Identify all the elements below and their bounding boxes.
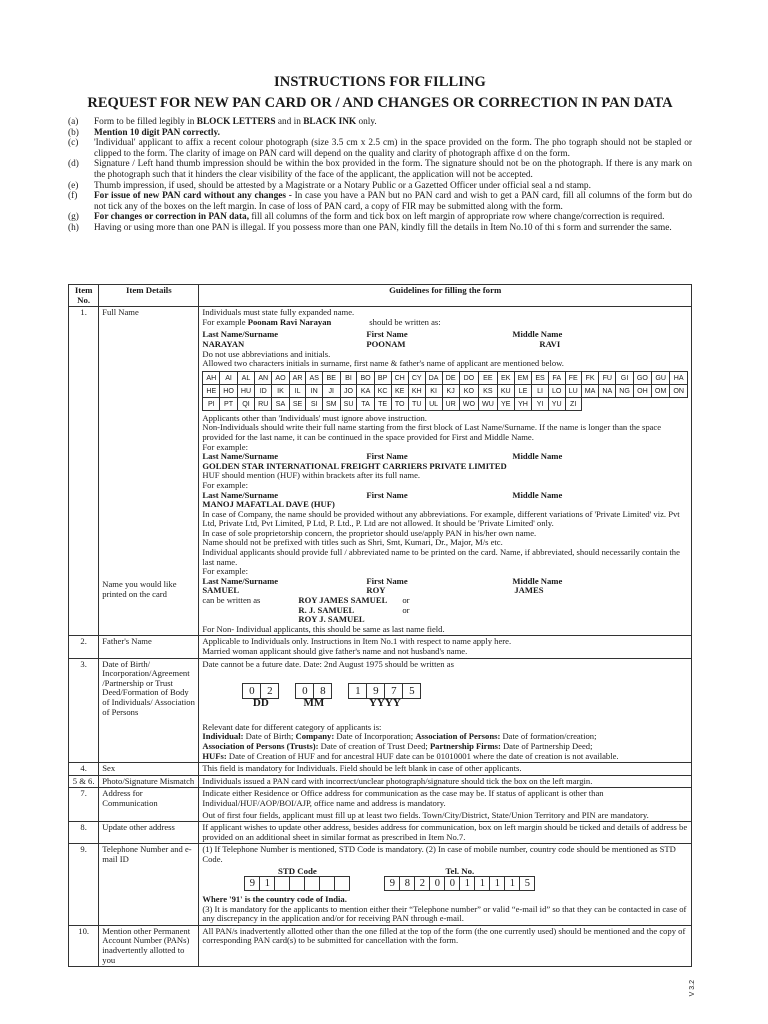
table-row: 4. Sex This field is mandatory for Individuals. Field should be left blank in case of other applicants. [69, 763, 692, 776]
initial-cell: HO [220, 384, 238, 397]
initial-cell: SU [340, 397, 357, 410]
initial-cell: MA [581, 384, 599, 397]
initial-cell: YE [497, 397, 514, 410]
initial-cell: AO [272, 371, 289, 384]
instruction-item: (e) Thumb impression, if used, should be attested by a Magistrate or a Notary Public or a Gazetted Officer under official seal a nd stamp. [68, 180, 591, 191]
item-detail-printed-name: Name you would like printed on the card [102, 579, 177, 599]
tel-no-boxes: 9 8 2 0 0 1 1 1 1 5 [384, 876, 535, 891]
initial-cell: WU [479, 397, 498, 410]
initial-cell: RU [255, 397, 272, 410]
instruction-item: (d) Signature / Left hand thumb impression should be within the box provided in the form. The signature should not be on the photograph. If there is any mark on the photograph such that it hinders the clear visibility of the face of the applicant, the application will not be accepted. [68, 159, 692, 180]
initial-cell: ES [532, 371, 548, 384]
initial-cell: PI [203, 397, 220, 410]
initial-cell: KJ [442, 384, 459, 397]
initial-cell: AR [289, 371, 306, 384]
initial-cell: FE [565, 371, 581, 384]
page-subtitle: REQUEST FOR NEW PAN CARD OR / AND CHANGES OR CORRECTION IN PAN DATA [87, 95, 673, 111]
table-row: 1. Full Name Name you would like printed on the card Individuals must state fully expanded name. For example Poonam Ravi Narayan should be written as: Last Name/Surname First Name Middle Name NARAYAN POONAM RAVI Do not use abbreviations and initials. Allowed two characters initials in surname, first name & father's name of applicant are mentioned below. AH AI AL AN AO AR AS BE BI BO BP CH CY DA DE DO EE EK EM ES FA FE FK FU GI GO GU HA HE HO HU ID IK IL IN JI JO KA KC KE KH KI KJ KO KS KU LE LI LO LU MA NA NG OH OM ON PI PT QI RU SA SE SI SM SU TA TE TO TU UL UR WO WU YE YH YI YU ZI Applicants other than 'Individuals' must ignore above instruction. Non-Individuals should write their full name starting from the first block of Last Name/Surname. If the name is longer than the space provided for the last name, it can be continued in the space provided for First and Middle Name. For example: Last Name/Surname First Name Middle Name GOLDEN STAR INTERNATIONAL FREIGHT CARRIERS PRIVATE LIMITED HUF should mention (HUF) within brackets after its full name. For example: Last Name/Surname First Name Middle Name MANOJ MAFATLAL DAVE (HUF) In case of Company, the name should be provided without any abbreviations. For example, different variations of 'Private Limited' viz. Pvt Ltd, Private Ltd, Pvt Limited, P Ltd, P. Ltd., P. Ltd are not allowed. It should be 'Private Limited' only. In case of sole proprietorship concern, the proprietor should use/apply PAN in his/her own name. Name should not be prefixed with titles such as Shri, Smt, Kumari, Dr., Major, M/s etc. Individual applicants should provide full / abbreviated name to be printed on the card. Name, if abbreviated, should necessarily contain the last name. For example: Last Name/Surname First Name Middle Name SAMUEL ROY JAMES can be written as ROY JAMES SAMUEL or R. J. SAMUEL or ROY J. SAMUEL For Non- Individual applicants, this should be same as last name field. [69, 307, 692, 636]
initial-cell: OM [651, 384, 669, 397]
initial-cell: IK [272, 384, 289, 397]
initial-cell: SM [322, 397, 340, 410]
initial-cell: YI [532, 397, 548, 410]
initial-cell: LU [565, 384, 581, 397]
initial-cell: BE [322, 371, 340, 384]
initial-cell: LO [548, 384, 565, 397]
initial-cell: KI [425, 384, 442, 397]
initial-cell: JI [322, 384, 340, 397]
initial-cell: KH [408, 384, 425, 397]
guidelines-cell: Individuals must state fully expanded name. For example Poonam Ravi Narayan should be written as: Last Name/Surname First Name Middle Name NARAYAN POONAM RAVI Do not use abbreviations and initials. Allowed two characters initials in surname, first name & father's name of applicant are mentioned below. AH AI AL AN AO AR AS BE BI BO BP CH CY DA DE DO EE EK EM ES FA FE FK FU GI GO GU HA HE HO HU ID IK IL IN JI JO KA KC KE KH KI KJ KO KS KU LE LI LO LU MA NA NG OH OM ON PI PT QI RU SA SE SI SM SU TA TE TO TU UL UR WO WU YE YH YI YU ZI Applicants other than 'Individuals' must ignore above instruction. Non-Individuals should write their full name starting from the first block of Last Name/Surname. If the name is longer than the space provided for the last name, it can be continued in the space provided for First and Middle Name. For example: Last Name/Surname First Name Middle Name GOLDEN STAR INTERNATIONAL FREIGHT CARRIERS PRIVATE LIMITED HUF should mention (HUF) within brackets after its full name. For example: Last Name/Surname First Name Middle Name MANOJ MAFATLAL DAVE (HUF) In case of Company, the name should be provided without any abbreviations. For example, different variations of 'Private Limited' viz. Pvt Ltd, Private Ltd, Pvt Limited, P Ltd, P. Ltd., P. Ltd are not allowed. It should be 'Private Limited' only. In case of sole proprietorship concern, the proprietor should use/apply PAN in his/her own name. Name should not be prefixed with titles such as Shri, Smt, Kumari, Dr., Major, M/s etc. Individual applicants should provide full / abbreviated name to be printed on the card. Name, if abbreviated, should necessarily contain the last name. For example: Last Name/Surname First Name Middle Name SAMUEL ROY JAMES can be written as ROY JAMES SAMUEL or R. J. SAMUEL or ROY J. SAMUEL For Non- Individual applicants, this should be same as last name field. [199, 307, 692, 636]
initial-cell: KU [497, 384, 514, 397]
initial-cell: BP [374, 371, 391, 384]
initial-cell: KO [459, 384, 478, 397]
initial-cell: GI [616, 371, 634, 384]
initial-cell: FK [581, 371, 599, 384]
page-title: INSTRUCTIONS FOR FILLING [274, 74, 486, 90]
table-row: 2. Father's Name Applicable to Individuals only. Instructions in Item No.1 with respect to name apply here. Married woman applicant should give father's name and not husband's name. [69, 636, 692, 658]
version-label: V 3.2 [689, 980, 696, 997]
instruction-item: (a) Form to be filled legibly in BLOCK LETTERS and in BLACK INK only. [68, 117, 377, 127]
initial-cell: QI [237, 397, 254, 410]
initial-cell: HU [237, 384, 254, 397]
initial-cell: GU [651, 371, 669, 384]
initial-cell: UL [425, 397, 442, 410]
initial-cell: JO [340, 384, 357, 397]
table-row: 3. Date of Birth/ Incorporation/Agreement /Partnership or Trust Deed/Formation of Body of Individuals/ Association of Persons Date cannot be a future date. Date: 2nd August 1975 should be written as 0 2 DD 0 8 MM 1 9 7 5 YYYY Relevant date for different category of applicants is: Individual: Date of Birth; Company: Date of Incorporation; Association of Persons: Date of formation/creation; Association of Persons (Trusts): Date of creation of Trust Deed; Partnership Firms: Date of Partnership Deed; HUFs: Date of Creation of HUF and for ancestral HUF date can be 01010001 where the date of creation is not available. [69, 658, 692, 763]
day-boxes: 0 2 [242, 683, 279, 699]
table-row: 8. Update other address If applicant wishes to update other address, besides address for communication, box on left margin should be ticked and details of address be provided on an additional sheet in similar format as prescribed in Item No.7. [69, 822, 692, 844]
initial-cell: TO [391, 397, 408, 410]
initial-cell: PT [220, 397, 238, 410]
initial-cell: LE [514, 384, 532, 397]
initial-cell: DE [442, 371, 459, 384]
initial-cell: TU [408, 397, 425, 410]
initial-cell: AL [237, 371, 254, 384]
initial-cell: NA [599, 384, 616, 397]
initial-cell: KC [374, 384, 391, 397]
initial-cell: ID [255, 384, 272, 397]
initial-cell: YU [548, 397, 565, 410]
guidelines-table [68, 284, 692, 967]
initial-cell: KE [391, 384, 408, 397]
date-example: 0 2 DD 0 8 MM 1 9 7 5 YYYY [242, 683, 688, 709]
initial-cell: OH [633, 384, 651, 397]
phone-example: STD Code 9 1 Tel. No. 9 8 2 0 0 1 1 1 1 5 [244, 867, 688, 892]
initial-cell: FU [599, 371, 616, 384]
initial-cell: SA [272, 397, 289, 410]
initial-cell: CH [391, 371, 408, 384]
initial-cell: KS [479, 384, 498, 397]
instruction-item: (g) For changes or correction in PAN data, fill all columns of the form and tick box on left margin of appropriate row where change/correction is required. [68, 212, 665, 223]
instruction-item: (h) Having or using more than one PAN is illegal. If you possess more than one PAN, kindly fill the details in Item No.10 of thi s form and surrender the same. [68, 222, 672, 233]
initial-cell: TE [374, 397, 391, 410]
initial-cell: LI [532, 384, 548, 397]
initial-cell: ZI [565, 397, 581, 410]
table-row: 5 & 6. Photo/Signature Mismatch Individuals issued a PAN card with incorrect/unclear photograph/signature should tick the box on the left margin. [69, 775, 692, 788]
table-row: 10. Mention other Permanent Account Number (PANs) inadvertently allotted to you All PAN/s inadvertently allotted other than the one filled at the top of the form (the one currently used) should be mentioned and the copy of corresponding PAN card(s) to be submitted for cancellation with the form. [69, 925, 692, 966]
instruction-item: (c) 'Individual' applicant to affix a recent colour photograph (size 3.5 cm x 2.5 cm) in the space provided on the form. The pho tograph should not be stapled or clipped to the form. The clarity of image on PAN card will depend on the quality and clarity of photograph affixe d on the form. [68, 138, 692, 159]
initial-cell: FA [548, 371, 565, 384]
initial-cell: EK [497, 371, 514, 384]
initial-cell: CY [408, 371, 425, 384]
initial-cell: IN [306, 384, 322, 397]
initial-cell: HE [203, 384, 220, 397]
initial-cell: BI [340, 371, 357, 384]
initial-cell: HA [670, 371, 688, 384]
initial-cell: IL [289, 384, 306, 397]
initial-cell: KA [357, 384, 374, 397]
month-boxes: 0 8 [295, 683, 332, 699]
header-item-no: Item No. [69, 285, 99, 307]
initial-cell: BO [357, 371, 374, 384]
initial-cell: SE [289, 397, 306, 410]
initial-cell: AN [255, 371, 272, 384]
header-item-details: Item Details [99, 285, 199, 307]
initial-cell: GO [633, 371, 651, 384]
initial-cell: TA [357, 397, 374, 410]
initial-cell: DO [459, 371, 478, 384]
year-boxes: 1 9 7 5 [348, 683, 421, 699]
item-detail-full-name: Full Name [102, 307, 139, 318]
instruction-item: (f) For issue of new PAN card without any changes - In case you have a PAN but no PAN card and wish to get a PAN card, fill all columns of the form but do not tick any of the boxes on the left margin. In case of loss of PAN card, a copy of FIR may be submitted along with the form. [68, 191, 693, 212]
initial-cell: AS [306, 371, 322, 384]
table-row: 7. Address for Communication Indicate either Residence or Office address for communication as the case may be. If status of applicant is other than Individual/HUF/AOP/BOI/AJP, office name and address is mandatory. Out of first four fields, applicant must fill up at least two fields. Town/City/District, State/Union Territory and PIN are mandatory. [69, 788, 692, 822]
std-code-boxes: 9 1 [244, 876, 350, 891]
initial-cell: NG [616, 384, 634, 397]
instruction-item: (b) Mention 10 digit PAN correctly. [68, 127, 220, 138]
initial-cell: EM [514, 371, 532, 384]
instruction-list [68, 117, 692, 234]
initial-cell: UR [442, 397, 459, 410]
initial-cell: ON [670, 384, 688, 397]
table-row: 9. Telephone Number and e-mail ID (1) If Telephone Number is mentioned, STD Code is mandatory. (2) In case of mobile number, country code should be mentioned as STD Code. STD Code 9 1 Tel. No. 9 8 2 0 0 1 1 1 1 5 Where '91' is the country code of India. (3) It is mandatory for the applicants to mention either their “Telephone number” or valid “e-mail id” so that they can be contacted in case of any discrepancy in the application and/or for receiving PAN through e-mail. [69, 844, 692, 926]
initial-cell: WO [459, 397, 478, 410]
initial-cell: YH [514, 397, 532, 410]
initial-cell: EE [479, 371, 498, 384]
initial-cell: AH [203, 371, 220, 384]
header-guidelines: Guidelines for filling the form [199, 285, 692, 307]
allowed-initials-table [202, 371, 688, 411]
table-header-row [69, 285, 692, 307]
initial-cell: AI [220, 371, 238, 384]
initial-cell: SI [306, 397, 322, 410]
initial-cell: DA [425, 371, 442, 384]
